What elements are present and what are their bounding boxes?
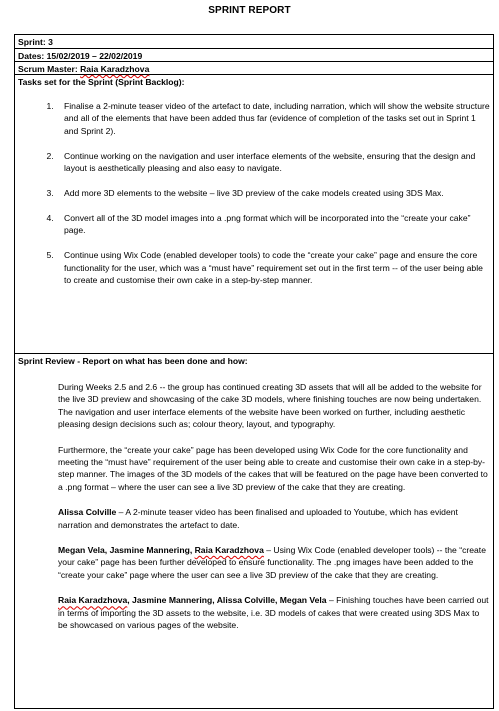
- sprint-row: [15, 35, 493, 49]
- review-paragraph: During Weeks 2.5 and 2.6 -- the group has continued creating 3D assets that will all be added to the website for the live 3D preview and showcasing of the cake 3D models, where finishing touches are now being undertaken. The navigation and user interface elements of the website have been worked on further, including aesthetic pleasing design decisions such as; colour theory, layout, and typography.: [58, 382, 482, 430]
- task-item: 1. Finalise a 2-minute teaser video of the artefact to date, including narration, which will show the website structure and all of the elements that have been added thus far (evidence of completion of the tasks set out in Sprint 1 and Sprint 2).: [56, 100, 490, 137]
- dates-row: [15, 49, 493, 62]
- review-heading: Sprint Review - Report on what has been done and how:: [18, 356, 248, 366]
- sprint-value: 3: [48, 37, 53, 47]
- member-names-part: Raia Karadzhova: [58, 595, 128, 606]
- member-names-part: , Jasmine Mannering, Alissa Colville, Megan Vela: [127, 595, 327, 606]
- member-names-part: Megan Vela, Jasmine Mannering,: [58, 545, 195, 556]
- task-item: 3. Add more 3D elements to the website – live 3D preview of the cake models created using 3DS Max.: [56, 187, 490, 199]
- sprint-label: Sprint:: [18, 37, 49, 47]
- review-body: [18, 381, 490, 632]
- member-names-part: Raia Karadzhova: [194, 545, 264, 556]
- dates-value: 15/02/2019 – 22/02/2019: [46, 51, 143, 61]
- member-names: [58, 595, 327, 605]
- review-paragraph: [58, 506, 490, 531]
- member-contribution: – Using Wix Code (enabled developer tools) -- the “create your cake” page has been further developed to ensure functionality. The .png images have been added to the “create your cake” page where the user can see a live 3D preview of the cake that they are creating.: [58, 545, 486, 580]
- member-names: Alissa Colville: [58, 507, 117, 518]
- dates-label: Dates:: [18, 51, 47, 61]
- task-list: [18, 100, 490, 286]
- member-contribution: – Finishing touches have been carried out in terms of importing the 3D assets to the website, i.e. 3D models of cakes that were created using 3DS Max to be showcased on various pages of the website.: [58, 595, 489, 631]
- tasks-heading: Tasks set for the Sprint (Sprint Backlog):: [18, 77, 185, 87]
- member-names: [58, 545, 264, 555]
- member-contribution: – A 2-minute teaser video has been finalised and uploaded to Youtube, which has evident narration and demonstrates the artefact to date.: [58, 507, 458, 530]
- report-title: SPRINT REPORT: [208, 5, 291, 16]
- scrum-master-row: [15, 62, 493, 75]
- scrum-master-label: Scrum Master:: [18, 64, 81, 74]
- review-paragraph: Furthermore, the “create your cake” page has been developed using Wix Code for the core functionality and meeting the “must have” requirement of the user being able to create and customise their own cake in a step-by-step manner. The images of the 3D models of the cakes that will be featured on the page have been converted to a .png format – where the user can see a live 3D preview of the cake that they are creating.: [58, 444, 488, 492]
- report-table: [14, 34, 494, 709]
- task-item: 2. Continue working on the navigation and user interface elements of the website, ensuring that the design and layout is aesthetically pleasing and also easy to navigate.: [56, 150, 490, 175]
- task-item: 5. Continue using Wix Code (enabled developer tools) to code the “create your cake” page and ensure the core functionality for the user, which was a “must have” requirement set out in the first term -- of the user being able to create and customise their own cake in a step-by-step manner.: [56, 249, 490, 286]
- review-paragraph: [58, 594, 490, 631]
- review-paragraph: [58, 544, 490, 581]
- scrum-master-value: Raia Karadzhova: [80, 64, 150, 74]
- task-item: 4. Convert all of the 3D model images into a .png format which will be incorporated into the “create your cake” page.: [56, 212, 490, 237]
- tasks-row: [15, 75, 493, 354]
- review-row: [15, 354, 493, 646]
